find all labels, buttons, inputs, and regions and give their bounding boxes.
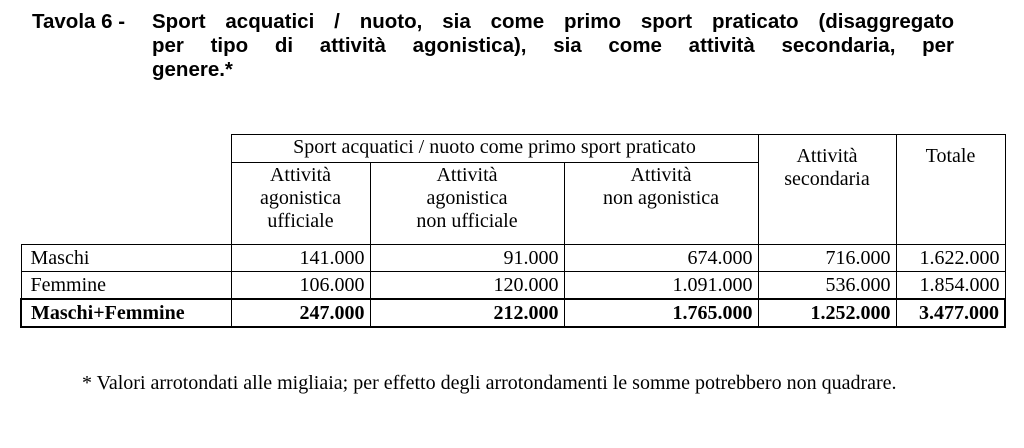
col-header-agonistica-non-ufficiale: Attività agonistica non ufficiale <box>370 163 564 245</box>
footnote: * Valori arrotondati alle migliaia; per effetto degli arrotondamenti le somme potrebbero non quadrare. <box>82 372 897 394</box>
table-number: Tavola 6 - <box>32 10 126 33</box>
col-header-agonistica-ufficiale: Attività agonistica ufficiale <box>231 163 370 245</box>
table-cell: 247.000 <box>231 299 370 327</box>
table-cell: 536.000 <box>758 272 896 300</box>
table-row <box>21 272 1005 300</box>
row-label-totale: Maschi+Femmine <box>21 299 231 327</box>
table-cell: 1.854.000 <box>896 272 1005 300</box>
table-cell: 120.000 <box>370 272 564 300</box>
col-header-non-agonistica: Attività non agonistica <box>564 163 758 245</box>
table-row-total <box>21 299 1005 327</box>
table-cell: 106.000 <box>231 272 370 300</box>
caption-line-3: genere.* <box>152 58 233 81</box>
table-cell: 212.000 <box>370 299 564 327</box>
table-cell: 1.091.000 <box>564 272 758 300</box>
table-cell: 1.765.000 <box>564 299 758 327</box>
col-header-totale: Totale <box>896 135 1005 245</box>
table-cell: 716.000 <box>758 245 896 272</box>
table-cell: 141.000 <box>231 245 370 272</box>
row-label-femmine: Femmine <box>21 272 231 300</box>
table-caption <box>152 10 954 82</box>
empty-corner-cell <box>21 135 231 245</box>
table-cell: 91.000 <box>370 245 564 272</box>
col-header-secondaria: Attività secondaria <box>758 135 896 245</box>
group-header: Sport acquatici / nuoto come primo sport praticato <box>231 135 758 163</box>
table-row <box>21 245 1005 272</box>
table-cell: 1.252.000 <box>758 299 896 327</box>
caption-line-2: per tipo di attività agonistica), sia come attività secondaria, per <box>152 34 954 57</box>
row-label-maschi: Maschi <box>21 245 231 272</box>
table-cell: 3.477.000 <box>896 299 1005 327</box>
table-cell: 1.622.000 <box>896 245 1005 272</box>
table-cell: 674.000 <box>564 245 758 272</box>
data-table <box>20 134 1006 328</box>
caption-line-1: Sport acquatici / nuoto, sia come primo sport praticato (disaggregato <box>152 10 954 33</box>
